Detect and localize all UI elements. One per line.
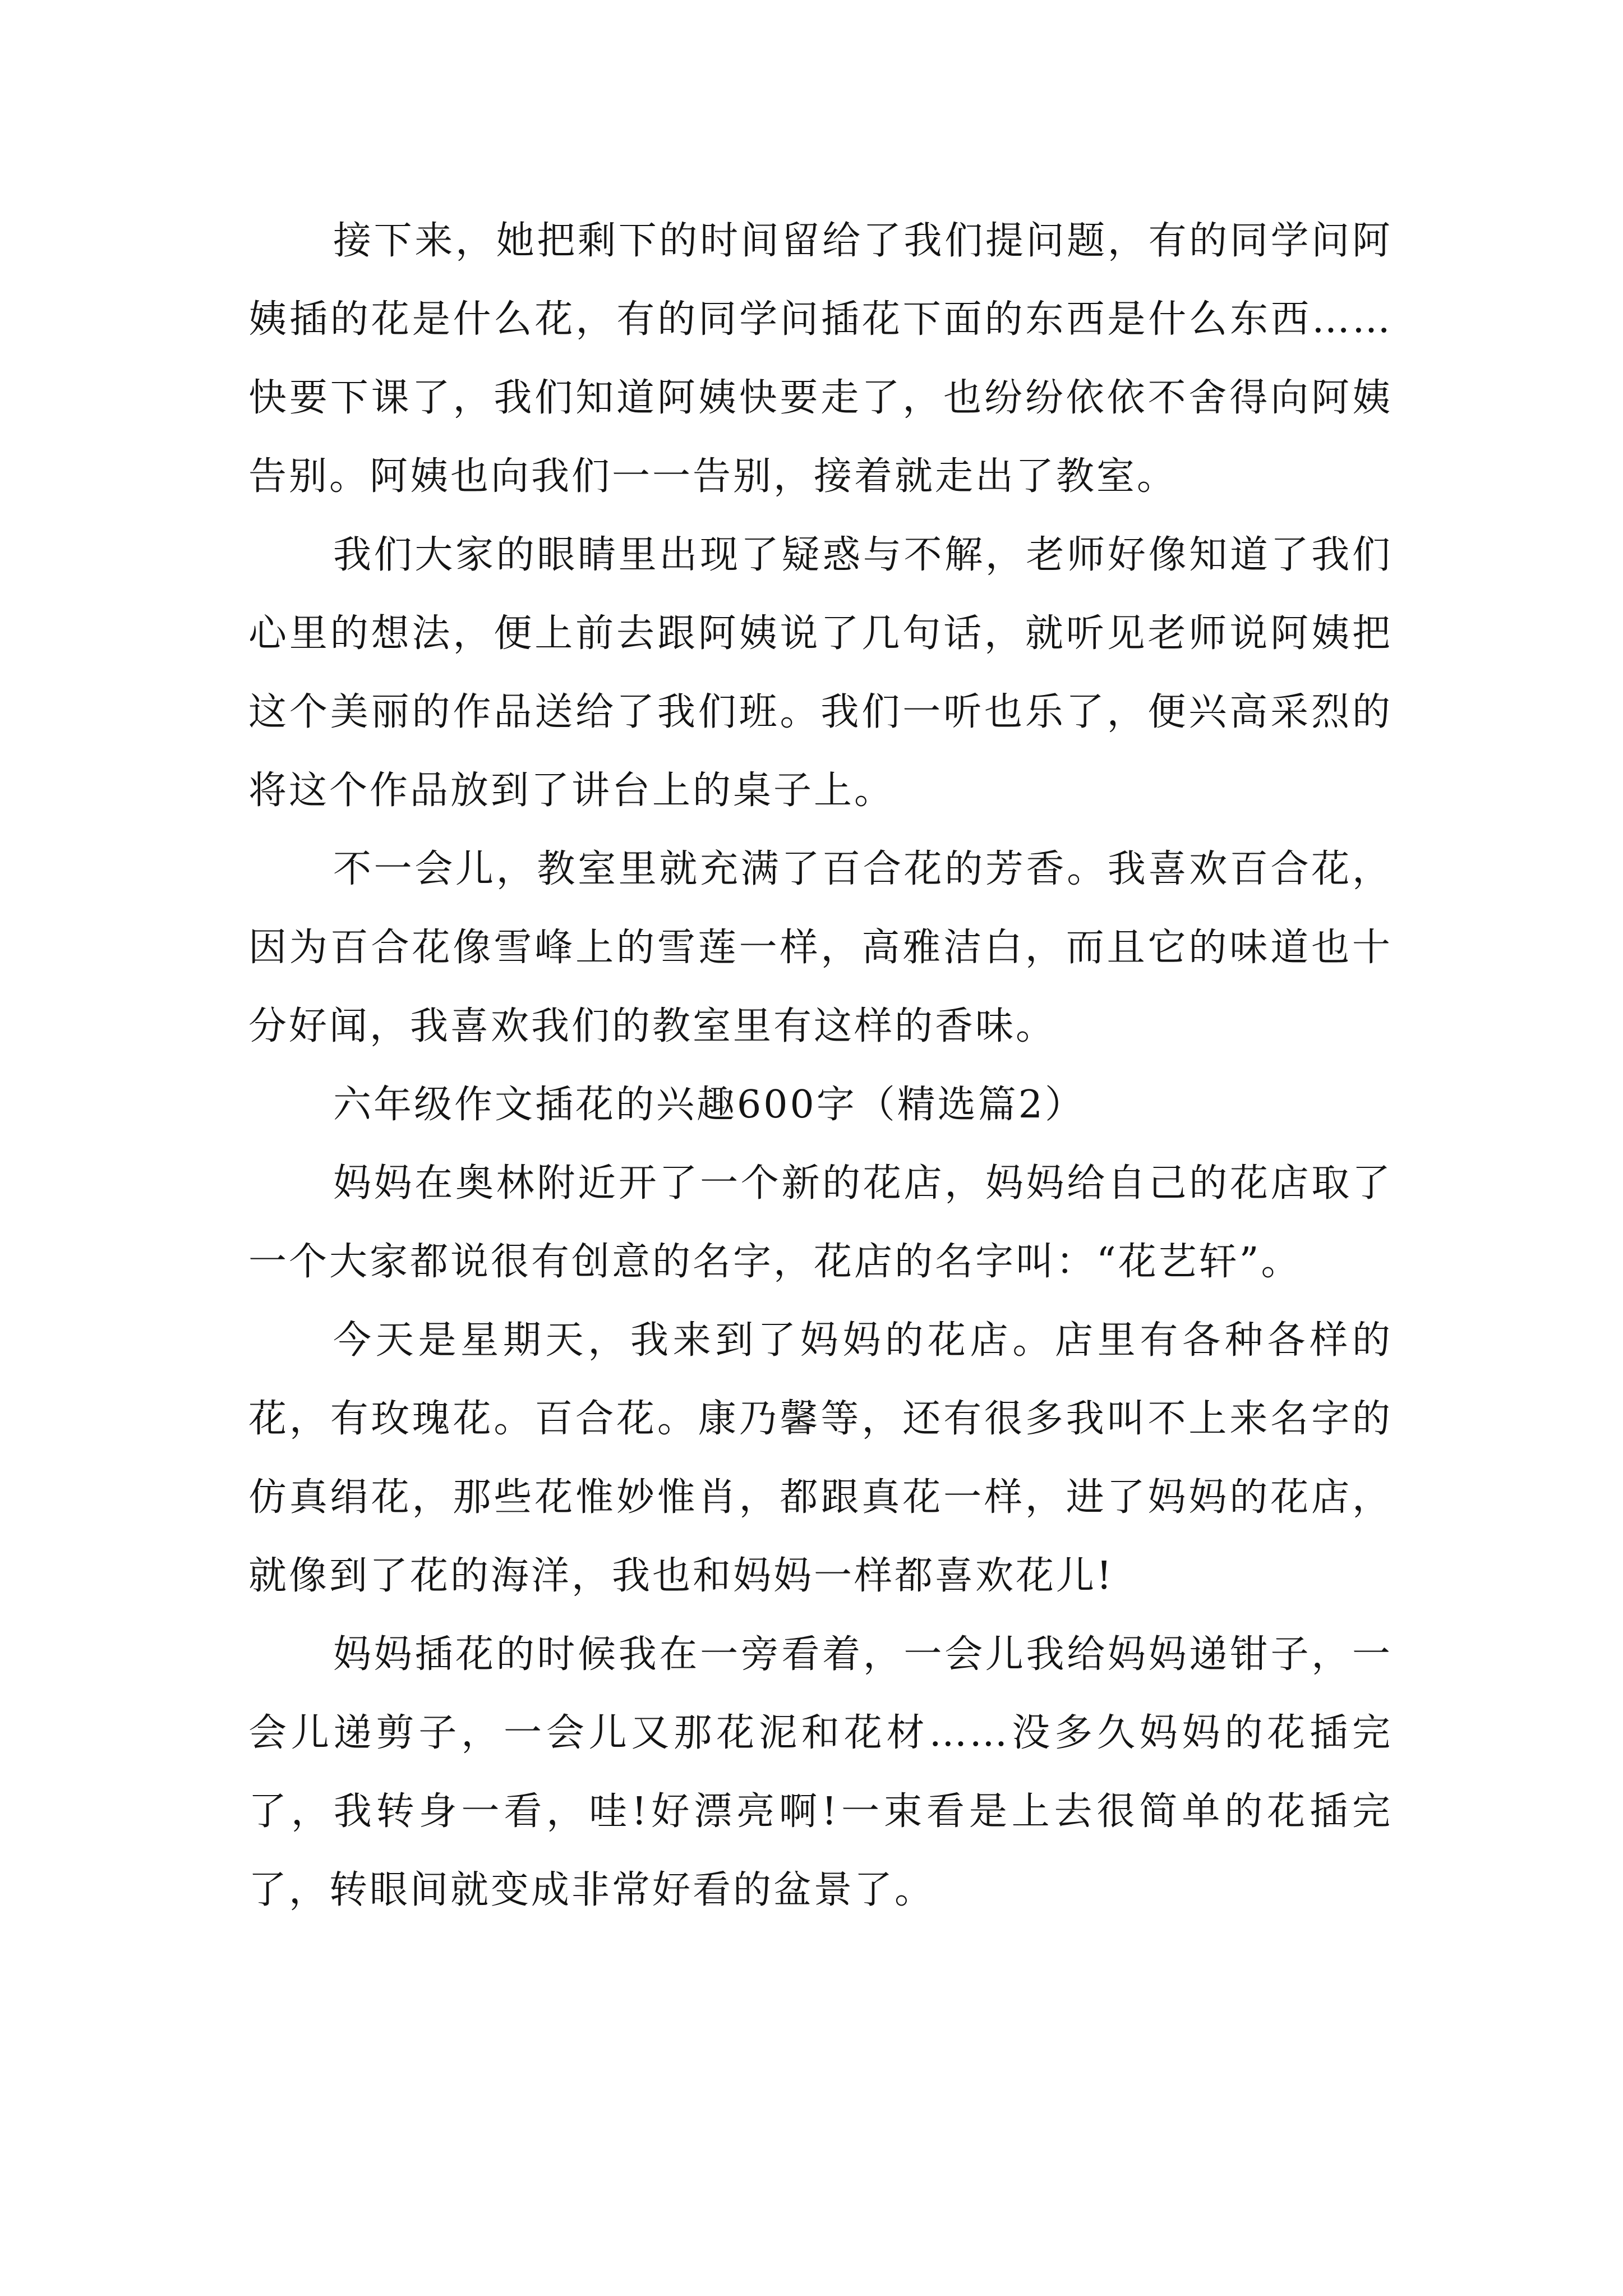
paragraph: 妈妈在奥林附近开了一个新的花店，妈妈给自己的花店取了一个大家都说很有创意的名字，花店的名字叫：“花艺轩”。 xyxy=(248,1161,1393,1284)
paragraph: 今天是星期天，我来到了妈妈的花店。店里有各种各样的花，有玫瑰花。百合花。康乃馨等，还有很多我叫不上来名字的仿真绢花，那些花惟妙惟肖，都跟真花一样，进了妈妈的花店，就像到了花的海洋，我也和妈妈一样都喜欢花儿! xyxy=(248,1318,1393,1598)
paragraph: 我们大家的眼睛里出现了疑惑与不解，老师好像知道了我们心里的想法，便上前去跟阿姨说了几句话，就听见老师说阿姨把这个美丽的作品送给了我们班。我们一听也乐了，便兴高采烈的将这个作品放到了讲台上的桌子上。 xyxy=(248,533,1393,813)
paragraph: 接下来，她把剩下的时间留给了我们提问题，有的同学问阿姨插的花是什么花，有的同学问插花下面的东西是什么东西……快要下课了，我们知道阿姨快要走了，也纷纷依依不舍得向阿姨告别。阿姨也向我们一一告别，接着就走出了教室。 xyxy=(248,219,1393,499)
paragraph: 不一会儿，教室里就充满了百合花的芳香。我喜欢百合花，因为百合花像雪峰上的雪莲一样，高雅洁白，而且它的味道也十分好闻，我喜欢我们的教室里有这样的香味。 xyxy=(248,847,1393,1048)
document-body xyxy=(248,202,1393,1930)
paragraph: 妈妈插花的时候我在一旁看着，一会儿我给妈妈递钳子，一会儿递剪子，一会儿又那花泥和花材……没多久妈妈的花插完了，我转身一看，哇!好漂亮啊!一束看是上去很简单的花插完了，转眼间就变成非常好看的盆景了。 xyxy=(248,1632,1393,1912)
section-heading: 六年级作文插花的兴趣600字（精选篇2） xyxy=(333,1083,1086,1127)
